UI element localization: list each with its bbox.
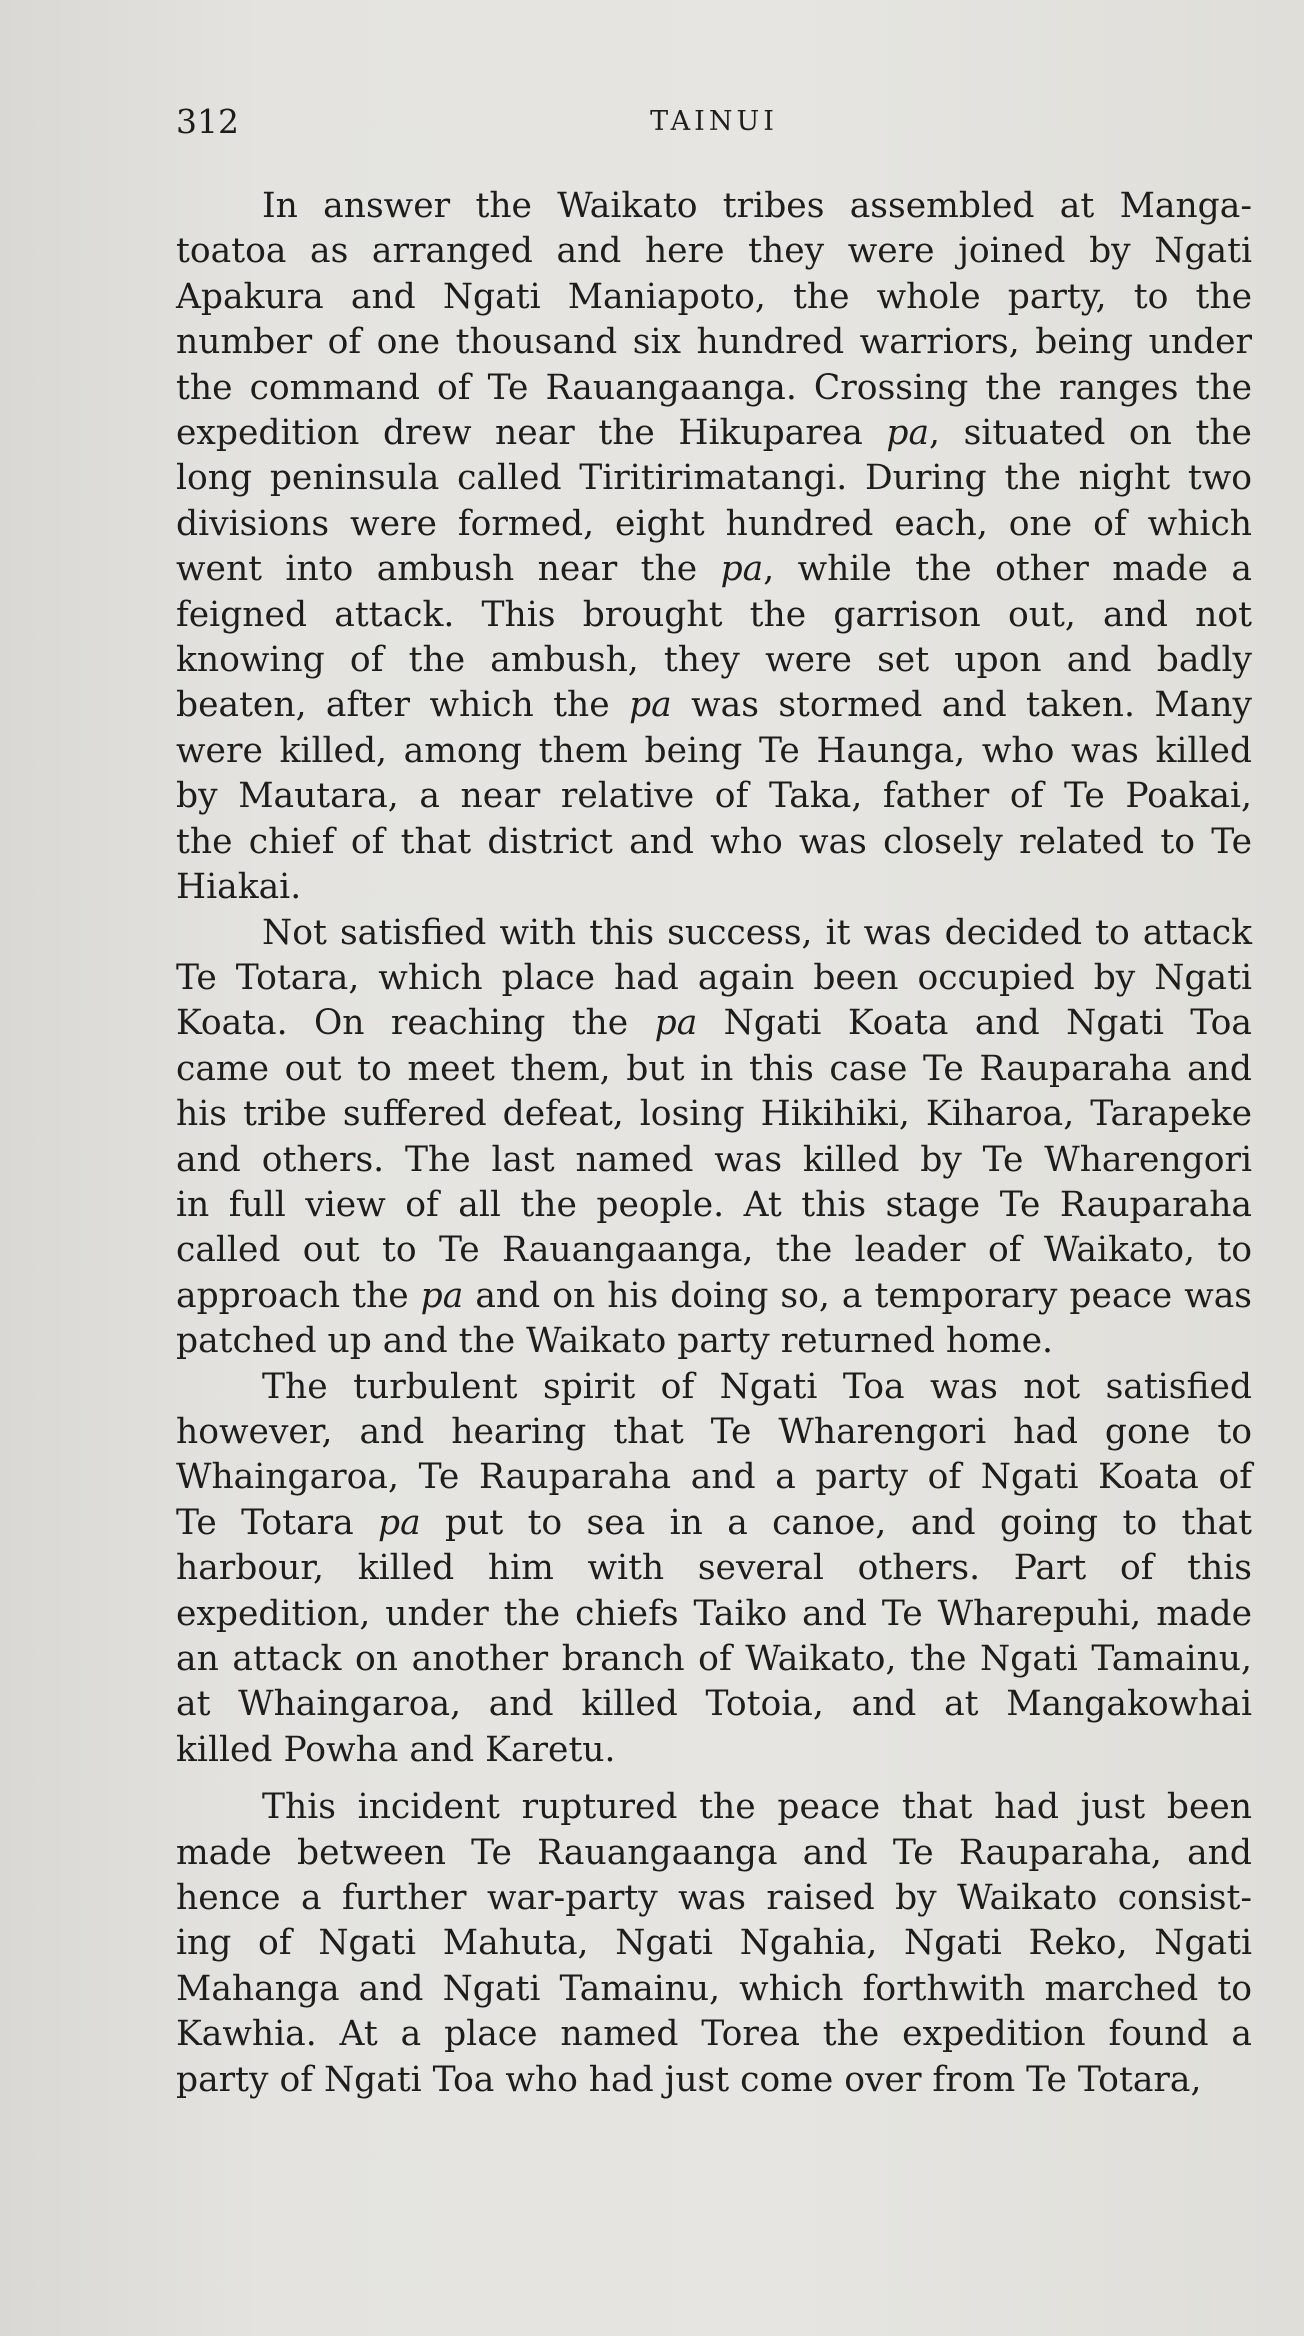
text-line: Hiakai. bbox=[176, 867, 302, 908]
text-line: Te Totara pa put to sea in a canoe, and going to that bbox=[176, 1502, 1252, 1543]
text-line: hence a further war-party was raised by Waikato consist- bbox=[176, 1878, 1252, 1919]
text-line: called out to Te Rauangaanga, the leader of Waikato, to bbox=[176, 1230, 1252, 1271]
text-line: an attack on another branch of Waikato, the Ngati Tamainu, bbox=[176, 1639, 1252, 1679]
body-text bbox=[176, 184, 1252, 2103]
text-line: came out to meet them, but in this case Te Rauparaha and bbox=[176, 1048, 1252, 1089]
text-line: the command of Te Rauangaanga. Crossing the ranges the bbox=[176, 367, 1252, 408]
text-line: Kawhia. At a place named Torea the expedition found a bbox=[176, 2014, 1252, 2055]
text-line: Te Totara, which place had again been occupied by Ngati bbox=[176, 957, 1252, 998]
text-line: ing of Ngati Mahuta, Ngati Ngahia, Ngati Reko, Ngati bbox=[176, 1923, 1252, 1964]
text-line: number of one thousand six hundred warriors, being under bbox=[176, 322, 1252, 363]
text-line: Whaingaroa, Te Rauparaha and a party of Ngati Koata of bbox=[176, 1457, 1252, 1498]
text-line: long peninsula called Tiritirimatangi. During the night two bbox=[176, 458, 1252, 499]
text-line: by Mautara, a near relative of Taka, father of Te Poakai, bbox=[176, 776, 1252, 817]
text-line: however, and hearing that Te Wharengori had gone to bbox=[176, 1411, 1252, 1452]
page-number: 312 bbox=[176, 102, 239, 141]
text-line: in full view of all the people. At this stage Te Rauparaha bbox=[176, 1184, 1252, 1225]
text-line: Mahanga and Ngati Tamainu, which forthwith marched to bbox=[176, 1968, 1252, 2009]
text-line: divisions were formed, eight hundred each, one of which bbox=[176, 503, 1252, 544]
text-line: In answer the Waikato tribes assembled at Manga- bbox=[262, 186, 1252, 226]
text-line: his tribe suffered defeat, losing Hikihiki, Kiharoa, Tarapeke bbox=[176, 1094, 1252, 1135]
text-line: approach the pa and on his doing so, a temporary peace was bbox=[176, 1275, 1253, 1316]
paragraph bbox=[176, 184, 1252, 911]
paragraph bbox=[176, 1365, 1252, 1774]
text-line: made between Te Rauangaanga and Te Rauparaha, and bbox=[176, 1832, 1252, 1873]
text-line: were killed, among them being Te Haunga, who was killed bbox=[176, 730, 1252, 771]
text-line: expedition, under the chiefs Taiko and Te Wharepuhi, made bbox=[176, 1593, 1252, 1634]
running-title: TAINUI bbox=[650, 106, 778, 137]
text-line: beaten, after which the pa was stormed and taken. Many bbox=[176, 685, 1252, 726]
text-line: the chief of that district and who was closely related to Te bbox=[176, 821, 1252, 862]
text-line: knowing of the ambush, they were set upon and badly bbox=[176, 640, 1252, 681]
text-line: Not satisfied with this success, it was decided to attack bbox=[262, 912, 1252, 953]
page-header bbox=[176, 100, 1252, 144]
text-line: party of Ngati Toa who had just come over from Te Totara, bbox=[176, 2059, 1202, 2100]
text-line: harbour, killed him with several others. Part of this bbox=[176, 1548, 1252, 1589]
paragraph bbox=[176, 1785, 1252, 2103]
text-line: Apakura and Ngati Maniapoto, the whole party, to the bbox=[176, 276, 1252, 317]
text-line: killed Powha and Karetu. bbox=[176, 1729, 616, 1770]
text-line: at Whaingaroa, and killed Totoia, and at Mangakowhai bbox=[176, 1684, 1252, 1725]
text-line: feigned attack. This brought the garrison out, and not bbox=[176, 594, 1252, 635]
paragraph bbox=[176, 911, 1252, 1365]
text-line: Koata. On reaching the pa Ngati Koata and Ngati Toa bbox=[176, 1003, 1252, 1044]
text-line: The turbulent spirit of Ngati Toa was not satisfied bbox=[262, 1366, 1252, 1407]
paragraph-gap bbox=[176, 1773, 1252, 1785]
text-line: toatoa as arranged and here they were joined by Ngati bbox=[176, 231, 1252, 272]
text-line: went into ambush near the pa, while the other made a bbox=[176, 549, 1252, 590]
text-line: and others. The last named was killed by Te Wharengori bbox=[176, 1139, 1252, 1180]
text-line: expedition drew near the Hikuparea pa, situated on the bbox=[176, 413, 1252, 454]
text-line: patched up and the Waikato party returned home. bbox=[176, 1321, 1053, 1362]
text-line: This incident ruptured the peace that had just been bbox=[262, 1787, 1252, 1828]
